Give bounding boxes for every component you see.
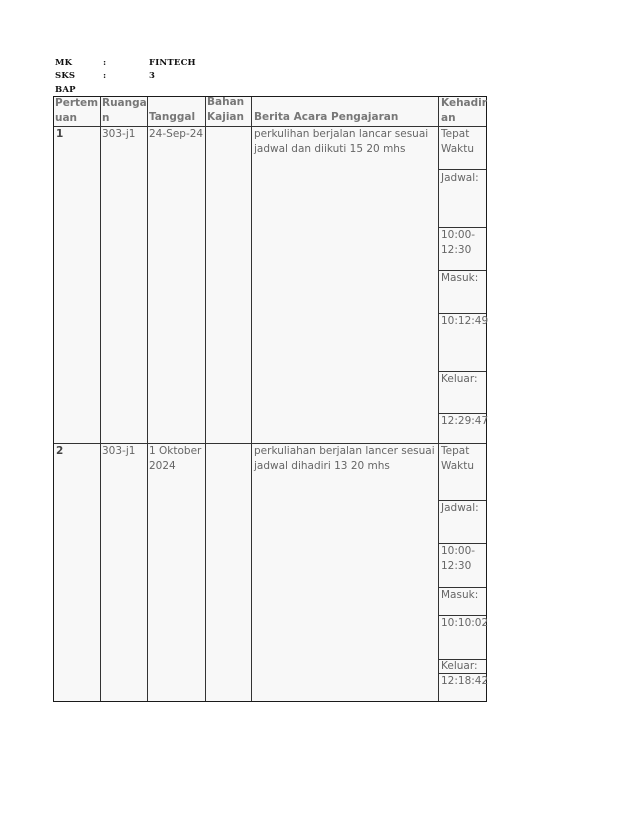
bap-label: BAP xyxy=(55,85,76,95)
row1-jadwal-label: Jadwal: xyxy=(441,172,479,184)
row1-berita xyxy=(254,127,428,157)
row1-keluar-label: Keluar: xyxy=(441,373,478,385)
sks-label: SKS xyxy=(55,71,76,81)
cell-text: Waktu xyxy=(441,460,474,472)
column-divider xyxy=(100,97,101,701)
row1-masuk-value: 10:12:49 xyxy=(441,315,489,327)
cell-text: perkulihan berjalan lancar sesuai xyxy=(254,128,429,140)
mk-label: MK xyxy=(55,58,73,68)
row1-ruangan: 303-j1 xyxy=(102,128,136,140)
cell-text: Tepat xyxy=(441,128,470,140)
row2-tanggal xyxy=(149,444,201,474)
cell-text: 1 Oktober xyxy=(149,445,202,457)
sks-separator: : xyxy=(103,71,107,81)
row2-masuk-label: Masuk: xyxy=(441,589,479,601)
header-text: an xyxy=(441,112,456,124)
row2-keluar-value: 12:18:42 xyxy=(441,675,489,687)
row1-pertemuan: 1 xyxy=(56,128,64,140)
header-text: Kehadir xyxy=(441,97,487,109)
header-text: Bahan xyxy=(207,96,245,108)
cell-text: 2024 xyxy=(149,460,176,472)
header-text: Ruanga xyxy=(102,97,147,109)
cell-text: Waktu xyxy=(441,143,474,155)
header-text: uan xyxy=(55,112,78,124)
row1-tepat-waktu xyxy=(441,127,474,157)
mk-separator: : xyxy=(103,58,107,68)
column-divider xyxy=(438,97,439,701)
column-divider xyxy=(251,97,252,701)
header-berita-acara: Berita Acara Pengajaran xyxy=(254,111,399,123)
cell-text: jadwal dan diikuti 15 20 mhs xyxy=(254,143,406,155)
kehadiran-divider xyxy=(438,169,486,170)
header-tanggal: Tanggal xyxy=(149,111,196,123)
header-text: Pertem xyxy=(55,97,99,109)
header-bahan-kajian xyxy=(207,95,244,125)
row2-ruangan: 303-j1 xyxy=(102,445,136,457)
bap-table xyxy=(53,96,487,702)
cell-text: 12:30 xyxy=(441,560,472,572)
cell-text: jadwal dihadiri 13 20 mhs xyxy=(254,460,390,472)
header-text: Kajian xyxy=(207,111,244,123)
mk-value: FINTECH xyxy=(149,58,196,68)
row1-jadwal-value xyxy=(441,228,475,258)
cell-text: 12:30 xyxy=(441,244,472,256)
column-divider xyxy=(147,97,148,701)
cell-text: 24-Sep-24 xyxy=(149,128,204,140)
header-text: n xyxy=(102,112,110,124)
row2-keluar-label: Keluar: xyxy=(441,660,478,672)
row2-berita xyxy=(254,444,435,474)
row2-jadwal-label: Jadwal: xyxy=(441,502,479,514)
cell-text: 10:00- xyxy=(441,545,476,557)
header-kehadiran xyxy=(441,96,487,126)
row2-masuk-value: 10:10:02 xyxy=(441,617,489,629)
row2-pertemuan: 2 xyxy=(56,445,64,457)
header-pertemuan xyxy=(55,96,98,126)
column-divider xyxy=(205,97,206,701)
row2-tepat-waktu xyxy=(441,444,474,474)
cell-text: 10:00- xyxy=(441,229,476,241)
row1-keluar-value: 12:29:47 xyxy=(441,415,489,427)
header-ruangan xyxy=(102,96,147,126)
row1-masuk-label: Masuk: xyxy=(441,272,479,284)
sks-value: 3 xyxy=(149,71,156,81)
row1-tanggal xyxy=(149,127,203,142)
cell-text: Tepat xyxy=(441,445,470,457)
row2-jadwal-value xyxy=(441,544,475,574)
cell-text: perkuliahan berjalan lancer sesuai xyxy=(254,445,435,457)
